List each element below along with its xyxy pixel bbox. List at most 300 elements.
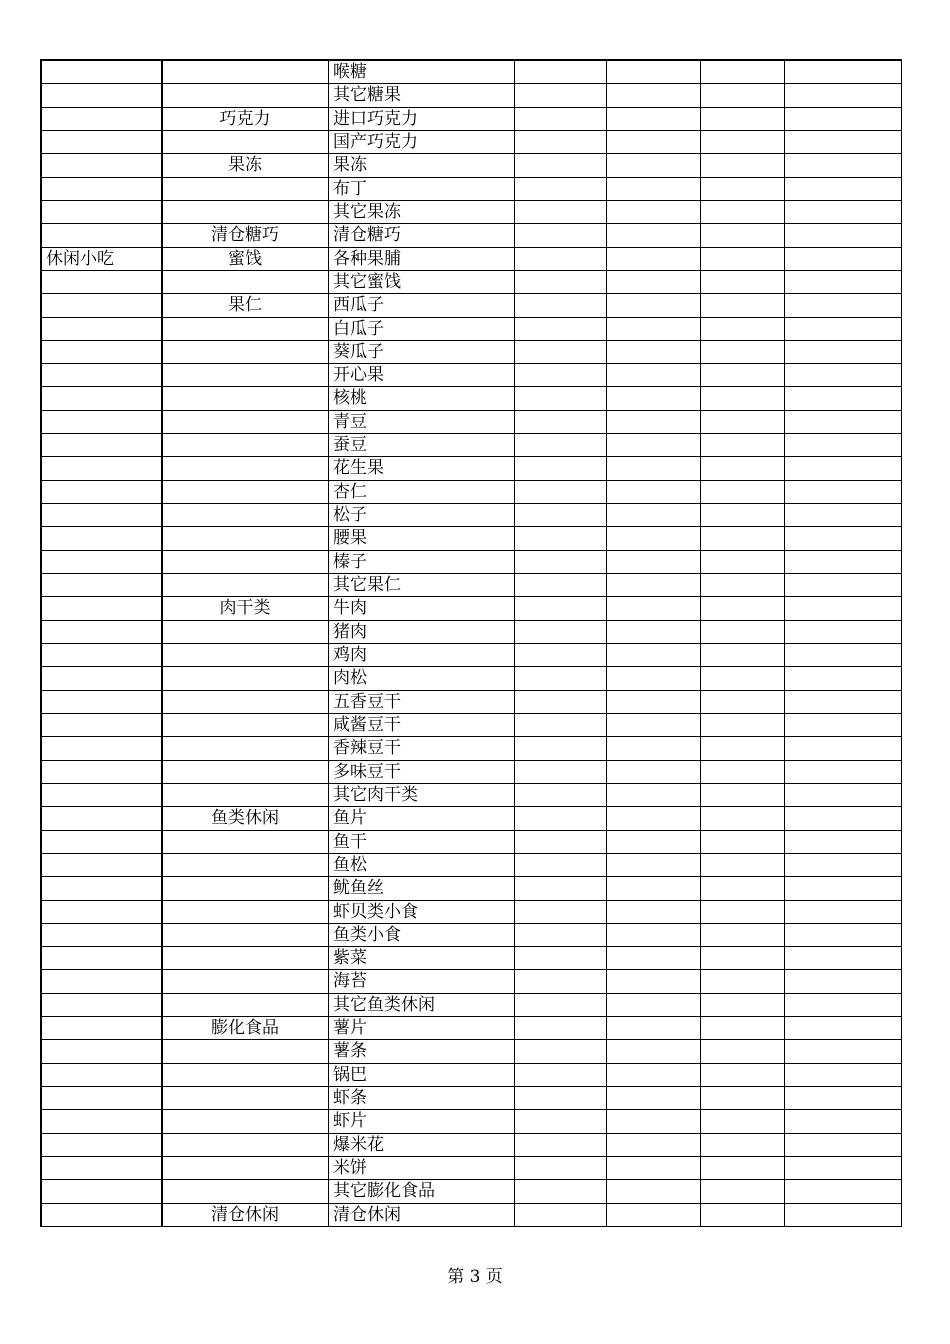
empty-cell[interactable]: [785, 224, 902, 247]
category-cell[interactable]: [42, 61, 162, 84]
empty-cell[interactable]: [701, 854, 785, 877]
item-cell[interactable]: 西瓜子: [328, 294, 515, 317]
empty-cell[interactable]: [607, 1134, 701, 1157]
empty-cell[interactable]: [785, 551, 902, 574]
empty-cell[interactable]: [607, 271, 701, 294]
category-cell[interactable]: [42, 364, 162, 387]
empty-cell[interactable]: [607, 364, 701, 387]
subcategory-cell[interactable]: [162, 387, 328, 410]
empty-cell[interactable]: [701, 877, 785, 900]
empty-cell[interactable]: [607, 527, 701, 550]
subcategory-cell[interactable]: [162, 1134, 328, 1157]
empty-cell[interactable]: [515, 1017, 607, 1040]
empty-cell[interactable]: [607, 411, 701, 434]
category-cell[interactable]: [42, 621, 162, 644]
item-cell[interactable]: 花生果: [328, 457, 515, 480]
empty-cell[interactable]: [515, 1064, 607, 1087]
item-cell[interactable]: 鱿鱼丝: [328, 877, 515, 900]
category-cell[interactable]: [42, 131, 162, 154]
category-cell[interactable]: [42, 1040, 162, 1063]
category-cell[interactable]: [42, 574, 162, 597]
empty-cell[interactable]: [607, 1110, 701, 1133]
empty-cell[interactable]: [515, 201, 607, 224]
category-cell[interactable]: [42, 994, 162, 1017]
empty-cell[interactable]: [607, 387, 701, 410]
empty-cell[interactable]: [607, 644, 701, 667]
empty-cell[interactable]: [701, 621, 785, 644]
item-cell[interactable]: 进口巧克力: [328, 108, 515, 131]
empty-cell[interactable]: [785, 294, 902, 317]
empty-cell[interactable]: [785, 341, 902, 364]
subcategory-cell[interactable]: [162, 854, 328, 877]
item-cell[interactable]: 喉糖: [328, 61, 515, 84]
empty-cell[interactable]: [701, 1157, 785, 1180]
empty-cell[interactable]: [515, 994, 607, 1017]
empty-cell[interactable]: [701, 1204, 785, 1227]
item-cell[interactable]: 香辣豆干: [328, 737, 515, 760]
empty-cell[interactable]: [701, 1040, 785, 1063]
category-cell[interactable]: [42, 737, 162, 760]
category-cell[interactable]: [42, 877, 162, 900]
empty-cell[interactable]: [607, 481, 701, 504]
empty-cell[interactable]: [785, 994, 902, 1017]
empty-cell[interactable]: [515, 947, 607, 970]
item-cell[interactable]: 鸡肉: [328, 644, 515, 667]
empty-cell[interactable]: [515, 667, 607, 690]
empty-cell[interactable]: [785, 457, 902, 480]
empty-cell[interactable]: [515, 714, 607, 737]
item-cell[interactable]: 肉松: [328, 667, 515, 690]
subcategory-cell[interactable]: 果仁: [162, 294, 328, 317]
item-cell[interactable]: 核桃: [328, 387, 515, 410]
empty-cell[interactable]: [701, 1017, 785, 1040]
empty-cell[interactable]: [515, 224, 607, 247]
empty-cell[interactable]: [785, 1017, 902, 1040]
empty-cell[interactable]: [701, 294, 785, 317]
item-cell[interactable]: 鱼类小食: [328, 924, 515, 947]
empty-cell[interactable]: [515, 108, 607, 131]
empty-cell[interactable]: [785, 434, 902, 457]
item-cell[interactable]: 其它膨化食品: [328, 1180, 515, 1203]
empty-cell[interactable]: [515, 154, 607, 177]
empty-cell[interactable]: [701, 714, 785, 737]
empty-cell[interactable]: [515, 84, 607, 107]
empty-cell[interactable]: [785, 1040, 902, 1063]
subcategory-cell[interactable]: [162, 131, 328, 154]
empty-cell[interactable]: [701, 1180, 785, 1203]
subcategory-cell[interactable]: [162, 621, 328, 644]
empty-cell[interactable]: [785, 108, 902, 131]
empty-cell[interactable]: [701, 364, 785, 387]
empty-cell[interactable]: [701, 574, 785, 597]
subcategory-cell[interactable]: [162, 784, 328, 807]
empty-cell[interactable]: [785, 84, 902, 107]
subcategory-cell[interactable]: [162, 318, 328, 341]
empty-cell[interactable]: [515, 411, 607, 434]
empty-cell[interactable]: [515, 294, 607, 317]
empty-cell[interactable]: [785, 527, 902, 550]
category-cell[interactable]: [42, 970, 162, 993]
category-cell[interactable]: [42, 178, 162, 201]
subcategory-cell[interactable]: [162, 947, 328, 970]
empty-cell[interactable]: [607, 318, 701, 341]
empty-cell[interactable]: [607, 341, 701, 364]
empty-cell[interactable]: [785, 411, 902, 434]
empty-cell[interactable]: [701, 434, 785, 457]
category-cell[interactable]: [42, 434, 162, 457]
category-cell[interactable]: [42, 411, 162, 434]
category-cell[interactable]: [42, 551, 162, 574]
empty-cell[interactable]: [515, 527, 607, 550]
subcategory-cell[interactable]: [162, 737, 328, 760]
item-cell[interactable]: 米饼: [328, 1157, 515, 1180]
empty-cell[interactable]: [607, 947, 701, 970]
empty-cell[interactable]: [607, 178, 701, 201]
empty-cell[interactable]: [515, 784, 607, 807]
subcategory-cell[interactable]: [162, 901, 328, 924]
subcategory-cell[interactable]: [162, 761, 328, 784]
item-cell[interactable]: 葵瓜子: [328, 341, 515, 364]
empty-cell[interactable]: [785, 318, 902, 341]
empty-cell[interactable]: [785, 644, 902, 667]
item-cell[interactable]: 青豆: [328, 411, 515, 434]
item-cell[interactable]: 白瓜子: [328, 318, 515, 341]
empty-cell[interactable]: [785, 784, 902, 807]
empty-cell[interactable]: [515, 318, 607, 341]
empty-cell[interactable]: [515, 1134, 607, 1157]
subcategory-cell[interactable]: [162, 714, 328, 737]
empty-cell[interactable]: [785, 970, 902, 993]
category-cell[interactable]: [42, 924, 162, 947]
empty-cell[interactable]: [607, 457, 701, 480]
empty-cell[interactable]: [701, 271, 785, 294]
empty-cell[interactable]: [607, 551, 701, 574]
empty-cell[interactable]: [701, 994, 785, 1017]
category-cell[interactable]: [42, 341, 162, 364]
empty-cell[interactable]: [515, 831, 607, 854]
empty-cell[interactable]: [785, 1064, 902, 1087]
item-cell[interactable]: 其它果冻: [328, 201, 515, 224]
empty-cell[interactable]: [785, 737, 902, 760]
empty-cell[interactable]: [701, 341, 785, 364]
empty-cell[interactable]: [701, 784, 785, 807]
empty-cell[interactable]: [607, 970, 701, 993]
subcategory-cell[interactable]: [162, 201, 328, 224]
category-cell[interactable]: [42, 807, 162, 830]
empty-cell[interactable]: [515, 434, 607, 457]
empty-cell[interactable]: [701, 551, 785, 574]
empty-cell[interactable]: [701, 481, 785, 504]
subcategory-cell[interactable]: 清仓糖巧: [162, 224, 328, 247]
category-cell[interactable]: [42, 387, 162, 410]
empty-cell[interactable]: [515, 1087, 607, 1110]
category-cell[interactable]: [42, 224, 162, 247]
empty-cell[interactable]: [701, 924, 785, 947]
empty-cell[interactable]: [785, 154, 902, 177]
subcategory-cell[interactable]: [162, 341, 328, 364]
item-cell[interactable]: 猪肉: [328, 621, 515, 644]
empty-cell[interactable]: [701, 527, 785, 550]
empty-cell[interactable]: [701, 154, 785, 177]
subcategory-cell[interactable]: [162, 1040, 328, 1063]
category-cell[interactable]: [42, 644, 162, 667]
empty-cell[interactable]: [607, 61, 701, 84]
subcategory-cell[interactable]: [162, 994, 328, 1017]
subcategory-cell[interactable]: 蜜饯: [162, 248, 328, 271]
empty-cell[interactable]: [785, 131, 902, 154]
empty-cell[interactable]: [607, 901, 701, 924]
item-cell[interactable]: 杏仁: [328, 481, 515, 504]
empty-cell[interactable]: [701, 224, 785, 247]
empty-cell[interactable]: [701, 831, 785, 854]
empty-cell[interactable]: [785, 1134, 902, 1157]
subcategory-cell[interactable]: 鱼类休闲: [162, 807, 328, 830]
item-cell[interactable]: 多味豆干: [328, 761, 515, 784]
empty-cell[interactable]: [607, 1204, 701, 1227]
category-cell[interactable]: [42, 714, 162, 737]
subcategory-cell[interactable]: [162, 1087, 328, 1110]
subcategory-cell[interactable]: [162, 1180, 328, 1203]
empty-cell[interactable]: [785, 574, 902, 597]
subcategory-cell[interactable]: [162, 61, 328, 84]
empty-cell[interactable]: [607, 597, 701, 620]
empty-cell[interactable]: [515, 248, 607, 271]
category-cell[interactable]: [42, 318, 162, 341]
empty-cell[interactable]: [785, 691, 902, 714]
item-cell[interactable]: 国产巧克力: [328, 131, 515, 154]
empty-cell[interactable]: [607, 248, 701, 271]
empty-cell[interactable]: [785, 714, 902, 737]
empty-cell[interactable]: [701, 504, 785, 527]
empty-cell[interactable]: [701, 387, 785, 410]
category-cell[interactable]: [42, 527, 162, 550]
category-cell[interactable]: [42, 1157, 162, 1180]
empty-cell[interactable]: [701, 201, 785, 224]
empty-cell[interactable]: [701, 644, 785, 667]
item-cell[interactable]: 开心果: [328, 364, 515, 387]
empty-cell[interactable]: [701, 691, 785, 714]
empty-cell[interactable]: [515, 807, 607, 830]
empty-cell[interactable]: [701, 131, 785, 154]
subcategory-cell[interactable]: [162, 831, 328, 854]
empty-cell[interactable]: [607, 1064, 701, 1087]
empty-cell[interactable]: [607, 784, 701, 807]
category-cell[interactable]: [42, 1017, 162, 1040]
empty-cell[interactable]: [607, 154, 701, 177]
empty-cell[interactable]: [785, 667, 902, 690]
empty-cell[interactable]: [607, 434, 701, 457]
category-cell[interactable]: [42, 84, 162, 107]
category-cell[interactable]: [42, 947, 162, 970]
subcategory-cell[interactable]: [162, 457, 328, 480]
item-cell[interactable]: 清仓糖巧: [328, 224, 515, 247]
subcategory-cell[interactable]: [162, 411, 328, 434]
category-cell[interactable]: [42, 457, 162, 480]
empty-cell[interactable]: [515, 364, 607, 387]
empty-cell[interactable]: [607, 108, 701, 131]
empty-cell[interactable]: [701, 970, 785, 993]
empty-cell[interactable]: [701, 807, 785, 830]
empty-cell[interactable]: [515, 901, 607, 924]
item-cell[interactable]: 果冻: [328, 154, 515, 177]
category-cell[interactable]: [42, 1180, 162, 1203]
empty-cell[interactable]: [785, 597, 902, 620]
empty-cell[interactable]: [785, 924, 902, 947]
item-cell[interactable]: 松子: [328, 504, 515, 527]
item-cell[interactable]: 榛子: [328, 551, 515, 574]
empty-cell[interactable]: [515, 1110, 607, 1133]
empty-cell[interactable]: [607, 131, 701, 154]
item-cell[interactable]: 鱼片: [328, 807, 515, 830]
empty-cell[interactable]: [515, 1204, 607, 1227]
empty-cell[interactable]: [515, 178, 607, 201]
category-cell[interactable]: [42, 784, 162, 807]
empty-cell[interactable]: [785, 1157, 902, 1180]
empty-cell[interactable]: [515, 131, 607, 154]
empty-cell[interactable]: [607, 504, 701, 527]
empty-cell[interactable]: [607, 1157, 701, 1180]
category-cell[interactable]: [42, 667, 162, 690]
category-cell[interactable]: [42, 201, 162, 224]
category-cell[interactable]: [42, 294, 162, 317]
empty-cell[interactable]: [607, 667, 701, 690]
item-cell[interactable]: 其它糖果: [328, 84, 515, 107]
item-cell[interactable]: 咸酱豆干: [328, 714, 515, 737]
empty-cell[interactable]: [701, 1087, 785, 1110]
empty-cell[interactable]: [785, 807, 902, 830]
item-cell[interactable]: 虾条: [328, 1087, 515, 1110]
empty-cell[interactable]: [515, 854, 607, 877]
item-cell[interactable]: 清仓休闲: [328, 1204, 515, 1227]
empty-cell[interactable]: [785, 178, 902, 201]
empty-cell[interactable]: [607, 1180, 701, 1203]
empty-cell[interactable]: [515, 551, 607, 574]
item-cell[interactable]: 虾贝类小食: [328, 901, 515, 924]
subcategory-cell[interactable]: [162, 1157, 328, 1180]
empty-cell[interactable]: [607, 761, 701, 784]
empty-cell[interactable]: [607, 1040, 701, 1063]
empty-cell[interactable]: [515, 481, 607, 504]
empty-cell[interactable]: [515, 737, 607, 760]
empty-cell[interactable]: [785, 1204, 902, 1227]
category-cell[interactable]: [42, 597, 162, 620]
subcategory-cell[interactable]: [162, 667, 328, 690]
empty-cell[interactable]: [785, 364, 902, 387]
empty-cell[interactable]: [607, 877, 701, 900]
item-cell[interactable]: 鱼干: [328, 831, 515, 854]
empty-cell[interactable]: [607, 994, 701, 1017]
item-cell[interactable]: 爆米花: [328, 1134, 515, 1157]
empty-cell[interactable]: [515, 761, 607, 784]
empty-cell[interactable]: [607, 691, 701, 714]
empty-cell[interactable]: [701, 1134, 785, 1157]
subcategory-cell[interactable]: [162, 434, 328, 457]
item-cell[interactable]: 五香豆干: [328, 691, 515, 714]
category-cell[interactable]: [42, 761, 162, 784]
empty-cell[interactable]: [607, 574, 701, 597]
empty-cell[interactable]: [701, 318, 785, 341]
item-cell[interactable]: 各种果脯: [328, 248, 515, 271]
empty-cell[interactable]: [607, 714, 701, 737]
item-cell[interactable]: 薯条: [328, 1040, 515, 1063]
empty-cell[interactable]: [785, 621, 902, 644]
empty-cell[interactable]: [515, 271, 607, 294]
empty-cell[interactable]: [785, 1110, 902, 1133]
empty-cell[interactable]: [701, 84, 785, 107]
empty-cell[interactable]: [515, 621, 607, 644]
empty-cell[interactable]: [515, 457, 607, 480]
category-cell[interactable]: [42, 691, 162, 714]
subcategory-cell[interactable]: [162, 84, 328, 107]
category-cell[interactable]: [42, 901, 162, 924]
empty-cell[interactable]: [515, 597, 607, 620]
empty-cell[interactable]: [607, 854, 701, 877]
item-cell[interactable]: 其它果仁: [328, 574, 515, 597]
subcategory-cell[interactable]: 果冻: [162, 154, 328, 177]
category-cell[interactable]: [42, 1087, 162, 1110]
subcategory-cell[interactable]: 巧克力: [162, 108, 328, 131]
empty-cell[interactable]: [607, 201, 701, 224]
item-cell[interactable]: 蚕豆: [328, 434, 515, 457]
item-cell[interactable]: 海苔: [328, 970, 515, 993]
subcategory-cell[interactable]: [162, 924, 328, 947]
empty-cell[interactable]: [607, 224, 701, 247]
empty-cell[interactable]: [607, 1087, 701, 1110]
empty-cell[interactable]: [515, 504, 607, 527]
category-cell[interactable]: [42, 831, 162, 854]
subcategory-cell[interactable]: [162, 271, 328, 294]
item-cell[interactable]: 鱼松: [328, 854, 515, 877]
empty-cell[interactable]: [785, 831, 902, 854]
empty-cell[interactable]: [607, 924, 701, 947]
empty-cell[interactable]: [785, 1087, 902, 1110]
empty-cell[interactable]: [701, 411, 785, 434]
empty-cell[interactable]: [515, 644, 607, 667]
empty-cell[interactable]: [515, 341, 607, 364]
subcategory-cell[interactable]: [162, 691, 328, 714]
empty-cell[interactable]: [701, 597, 785, 620]
item-cell[interactable]: 其它肉干类: [328, 784, 515, 807]
subcategory-cell[interactable]: 膨化食品: [162, 1017, 328, 1040]
category-cell[interactable]: [42, 1110, 162, 1133]
subcategory-cell[interactable]: [162, 527, 328, 550]
empty-cell[interactable]: [785, 481, 902, 504]
empty-cell[interactable]: [701, 667, 785, 690]
item-cell[interactable]: 锅巴: [328, 1064, 515, 1087]
empty-cell[interactable]: [515, 574, 607, 597]
item-cell[interactable]: 薯片: [328, 1017, 515, 1040]
empty-cell[interactable]: [607, 1017, 701, 1040]
empty-cell[interactable]: [701, 761, 785, 784]
category-cell[interactable]: [42, 1134, 162, 1157]
category-cell[interactable]: [42, 1204, 162, 1227]
subcategory-cell[interactable]: [162, 970, 328, 993]
item-cell[interactable]: 其它蜜饯: [328, 271, 515, 294]
empty-cell[interactable]: [515, 877, 607, 900]
empty-cell[interactable]: [515, 691, 607, 714]
category-cell[interactable]: [42, 854, 162, 877]
empty-cell[interactable]: [785, 504, 902, 527]
category-cell[interactable]: [42, 271, 162, 294]
empty-cell[interactable]: [701, 737, 785, 760]
empty-cell[interactable]: [701, 108, 785, 131]
empty-cell[interactable]: [785, 901, 902, 924]
empty-cell[interactable]: [515, 970, 607, 993]
subcategory-cell[interactable]: [162, 178, 328, 201]
subcategory-cell[interactable]: [162, 877, 328, 900]
subcategory-cell[interactable]: [162, 364, 328, 387]
empty-cell[interactable]: [785, 248, 902, 271]
